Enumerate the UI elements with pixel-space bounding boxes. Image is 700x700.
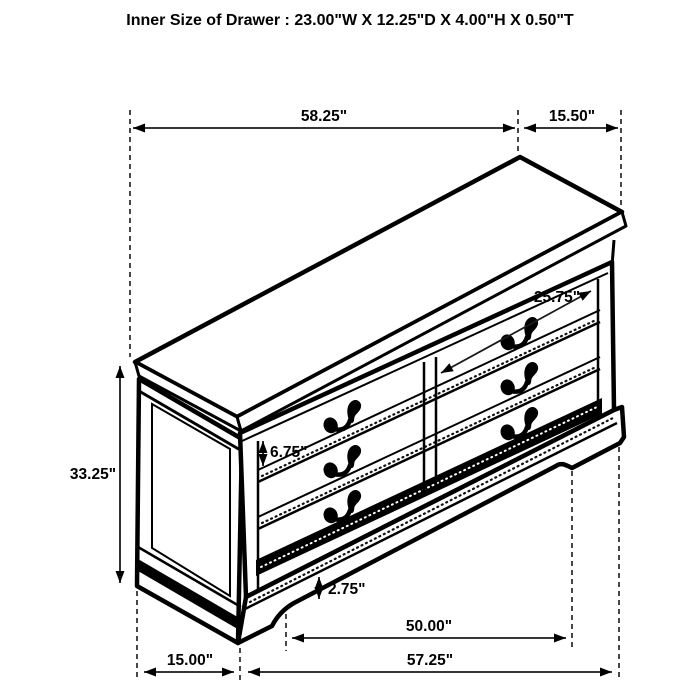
dim-bottom-width-label: 57.25"	[406, 652, 454, 669]
dim-top-depth	[524, 108, 618, 128]
dim-overall-height	[70, 366, 120, 583]
dim-drawer-diagonal-label: 25.75"	[533, 289, 581, 306]
dim-overall-height-label: 33.25"	[69, 466, 117, 483]
dim-base-inner-width-label: 50.00"	[405, 618, 453, 635]
dim-top-width-label: 58.25"	[300, 108, 348, 125]
page-title: Inner Size of Drawer : 23.00"W X 12.25"D X 4.00"H X 0.50"T	[126, 12, 574, 29]
dim-base-height-label: 2.75"	[328, 581, 366, 598]
dim-base-inner-width	[292, 618, 566, 638]
dim-bottom-depth-label: 15.00"	[166, 652, 214, 669]
dresser-drawing	[135, 157, 626, 643]
dim-top-depth-label: 15.50"	[548, 108, 596, 125]
dim-bottom-depth	[144, 652, 234, 672]
dim-top-width	[133, 108, 515, 128]
dim-bottom-width	[248, 652, 612, 672]
dim-drawer-face-height-label: 6.75"	[270, 444, 308, 461]
